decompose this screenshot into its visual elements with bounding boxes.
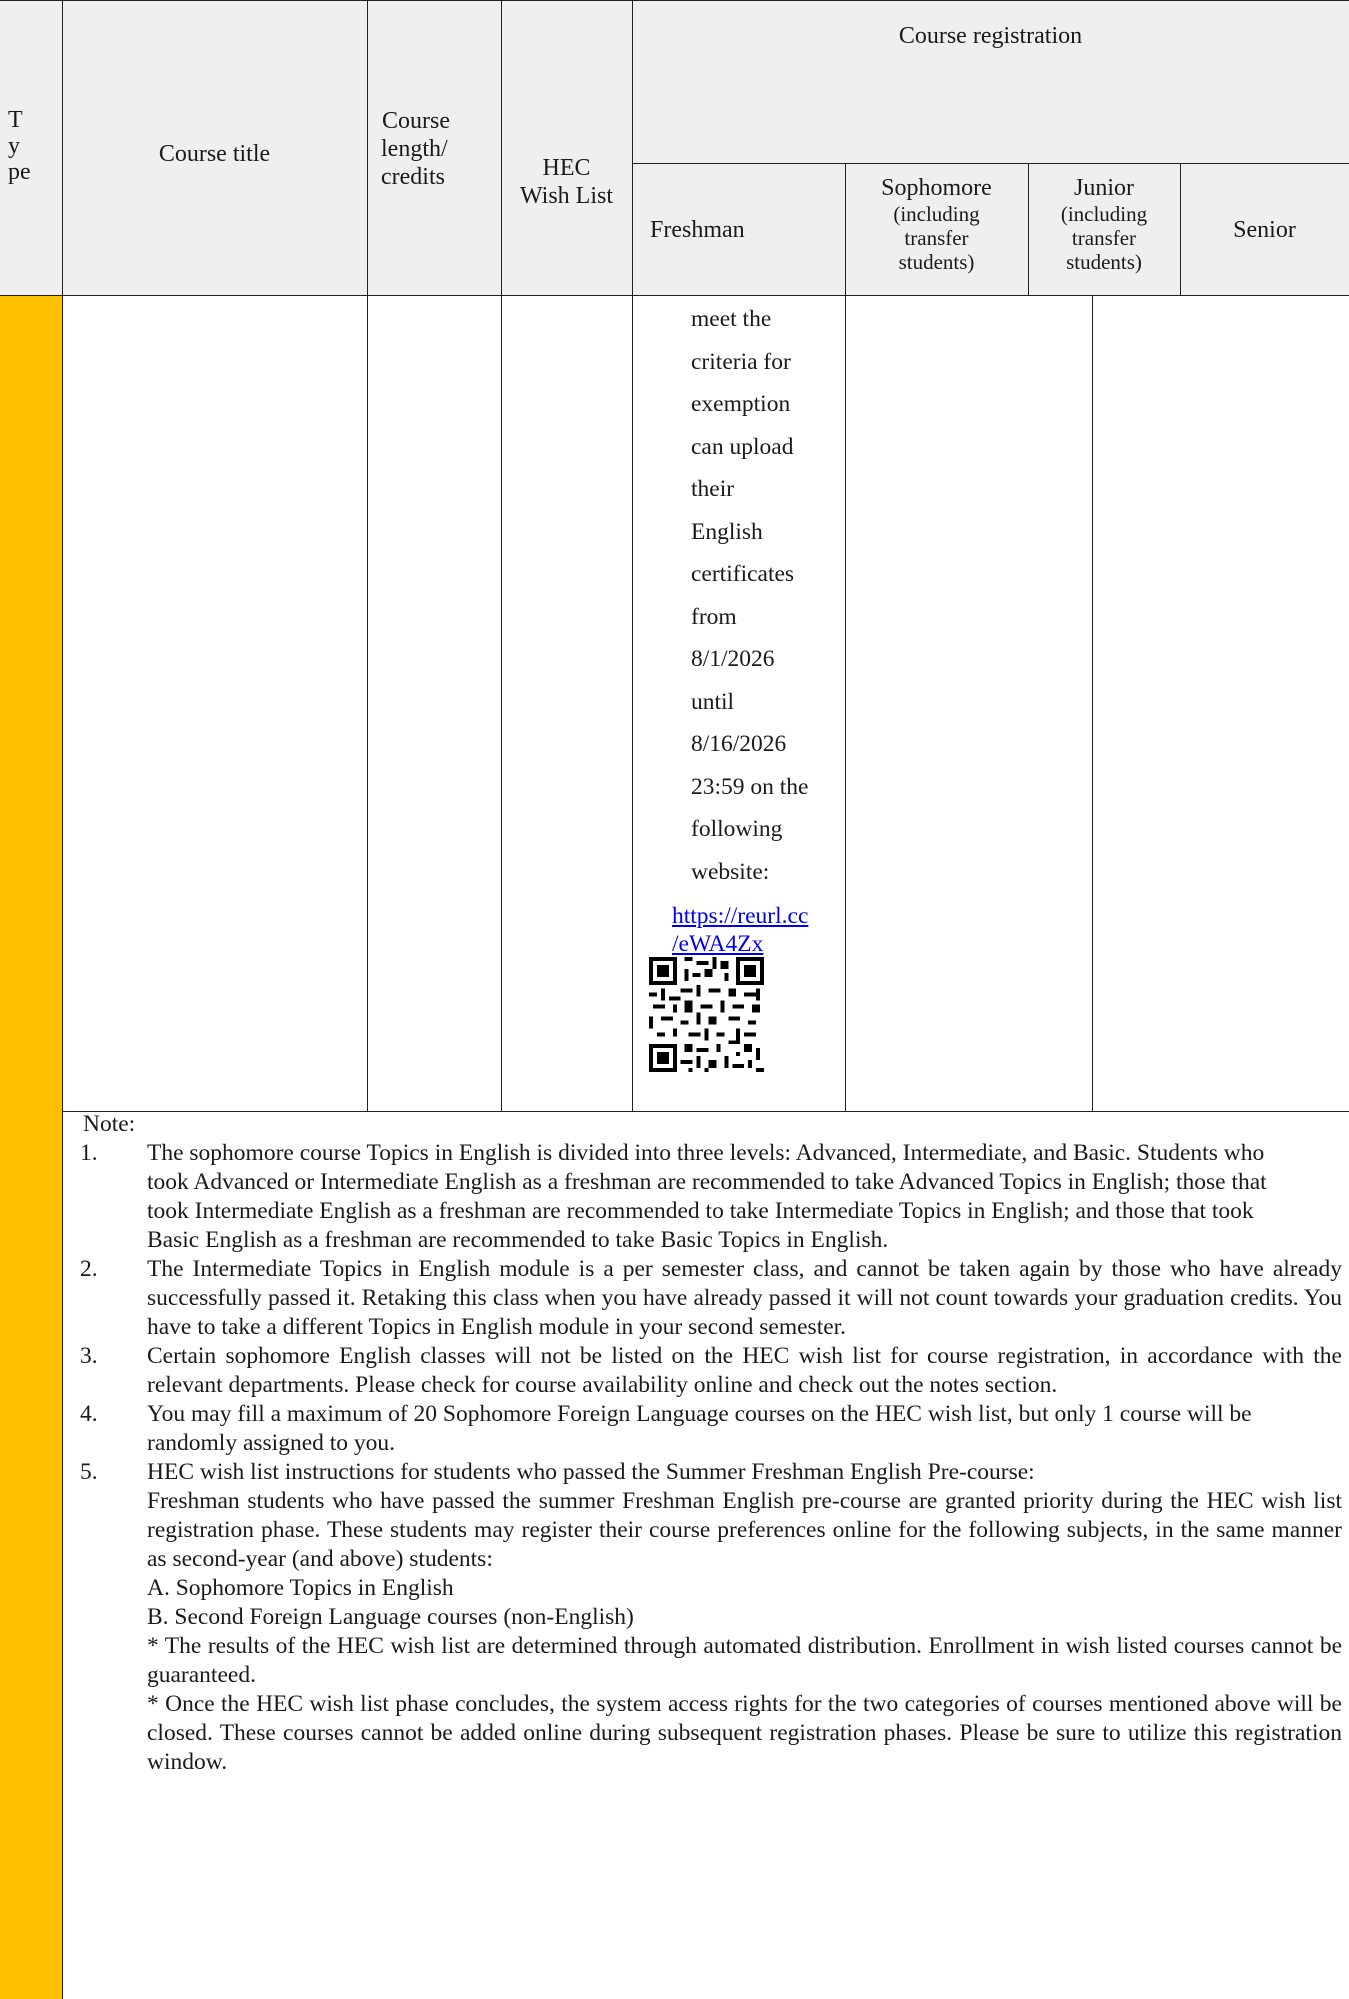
qr-code-icon	[649, 957, 764, 1072]
freshman-cell-line: English	[691, 518, 763, 545]
junior-header	[1028, 174, 1180, 274]
junior-header-line: students)	[1066, 250, 1142, 274]
notes-title: Note:	[83, 1111, 136, 1137]
note-text: HEC wish list instructions for students who passed the Summer Freshman English Pre-course:	[147, 1459, 1035, 1485]
freshman-cell-text	[633, 298, 843, 893]
sophomore-header-line: (including	[893, 202, 980, 226]
course-length-header	[381, 107, 501, 191]
note-paragraph: Freshman students who have passed the summer Freshman English pre-course are granted priority during the HEC wish list registration phase. These students may register their course preferences online for the following subjects, in the same manner as second-year (and above) students:	[147, 1488, 1342, 1572]
freshman-cell-line: from	[691, 603, 737, 630]
sophomore-column-border-body	[1092, 295, 1093, 1111]
type-header-line: pe	[8, 159, 31, 185]
freshman-header: Freshman	[650, 217, 745, 243]
header-bottom-border	[0, 295, 1349, 296]
type-header-line: y	[8, 133, 20, 159]
type-header-line: T	[8, 107, 23, 133]
course-length-header-line: credits	[381, 164, 445, 190]
link-line: https://reurl.cc	[672, 903, 809, 929]
course-length-header-line: length/	[381, 136, 448, 162]
note-item	[80, 1458, 1342, 1777]
note-number: 2.	[80, 1256, 98, 1282]
sophomore-header	[845, 174, 1028, 274]
note-number: 3.	[80, 1343, 98, 1369]
note-item	[80, 1255, 1342, 1342]
hec-wish-list-header	[501, 154, 632, 210]
junior-header-line: transfer	[1071, 226, 1137, 250]
freshman-column-border	[845, 163, 846, 1111]
freshman-cell-line: until	[691, 688, 735, 715]
freshman-cell-line: following	[691, 816, 783, 842]
type-column-highlight	[0, 295, 62, 1999]
course-title-header: Course title	[158, 141, 271, 167]
note-text: Certain sophomore English classes will not be listed on the HEC wish list for course registration, in accordance with the relevant departments. Please check for course availability online and check out the notes section.	[147, 1343, 1342, 1398]
junior-header-line: Junior	[1074, 175, 1134, 201]
note-text: The Intermediate Topics in English module is a per semester class, and cannot be taken again by those who have already successfully passed it. Retaking this class when you have already passed it will not count towards your graduation credits. You have to take a different Topics in English module in your second semester.	[147, 1256, 1342, 1340]
note-number: 4.	[80, 1401, 98, 1427]
sophomore-header-line: Sophomore	[881, 175, 992, 201]
title-column-border	[367, 0, 368, 1111]
table-top-border	[0, 0, 1349, 1]
course-length-header-line: Course	[382, 108, 450, 134]
freshman-cell-line: exemption	[691, 391, 791, 417]
freshman-cell-line: criteria for	[691, 348, 791, 375]
freshman-cell-line: 8/1/2026	[691, 646, 775, 672]
note-item	[80, 1139, 1342, 1255]
sophomore-header-line: students)	[898, 250, 975, 274]
freshman-cell-line: 23:59 on the	[691, 773, 809, 800]
note-item	[80, 1342, 1342, 1400]
note-text: The sophomore course Topics in English is divided into three levels: Advanced, Intermediate, and Basic. Students who took Advanced or Intermediate English as a freshman are recommended to take Advanced Topics in English; those that took Intermediate English as a freshman are recommended to take Intermediate Topics in English; and those that took Basic English as a freshman are recommended to take Basic Topics in English.	[147, 1140, 1267, 1253]
type-header	[0, 106, 60, 186]
exemption-upload-link[interactable]	[672, 902, 808, 958]
note-number: 1.	[80, 1140, 98, 1166]
note-number: 5.	[80, 1459, 98, 1485]
course-registration-header: Course registration	[898, 23, 1083, 49]
note-item	[80, 1400, 1342, 1458]
hec-header-line: Wish List	[519, 183, 614, 209]
hec-header-line: HEC	[542, 155, 591, 181]
note-asterisk-text: * The results of the HEC wish list are determined through automated distribution. Enrollment in wish listed courses cannot be guaranteed.	[147, 1633, 1342, 1688]
notes-section	[80, 1110, 1342, 1777]
freshman-cell-line: meet the	[691, 306, 772, 332]
note-subitem: A. Sophomore Topics in English	[147, 1575, 454, 1601]
type-column-border	[62, 0, 63, 1999]
registration-subheader-divider	[632, 163, 1349, 164]
freshman-cell-line: website:	[691, 858, 770, 885]
senior-header: Senior	[1233, 217, 1296, 243]
note-subitem: B. Second Foreign Language courses (non-English)	[147, 1604, 634, 1630]
note-text: You may fill a maximum of 20 Sophomore Foreign Language courses on the HEC wish list, but only 1 course will be randomly assigned to you.	[147, 1401, 1252, 1456]
freshman-cell-line: their	[691, 476, 735, 502]
freshman-cell-line: certificates	[691, 561, 795, 587]
junior-header-line: (including	[1060, 202, 1148, 226]
note-asterisk-text: * Once the HEC wish list phase concludes, the system access rights for the two categories of courses mentioned above will be closed. These courses cannot be added online during subsequent registration phases. Please be sure to utilize this registration window.	[147, 1691, 1342, 1775]
link-line: /eWA4Zx	[672, 931, 764, 957]
freshman-cell-line: can upload	[691, 433, 794, 460]
sophomore-header-line: transfer	[904, 226, 969, 250]
freshman-cell-line: 8/16/2026	[691, 731, 787, 757]
